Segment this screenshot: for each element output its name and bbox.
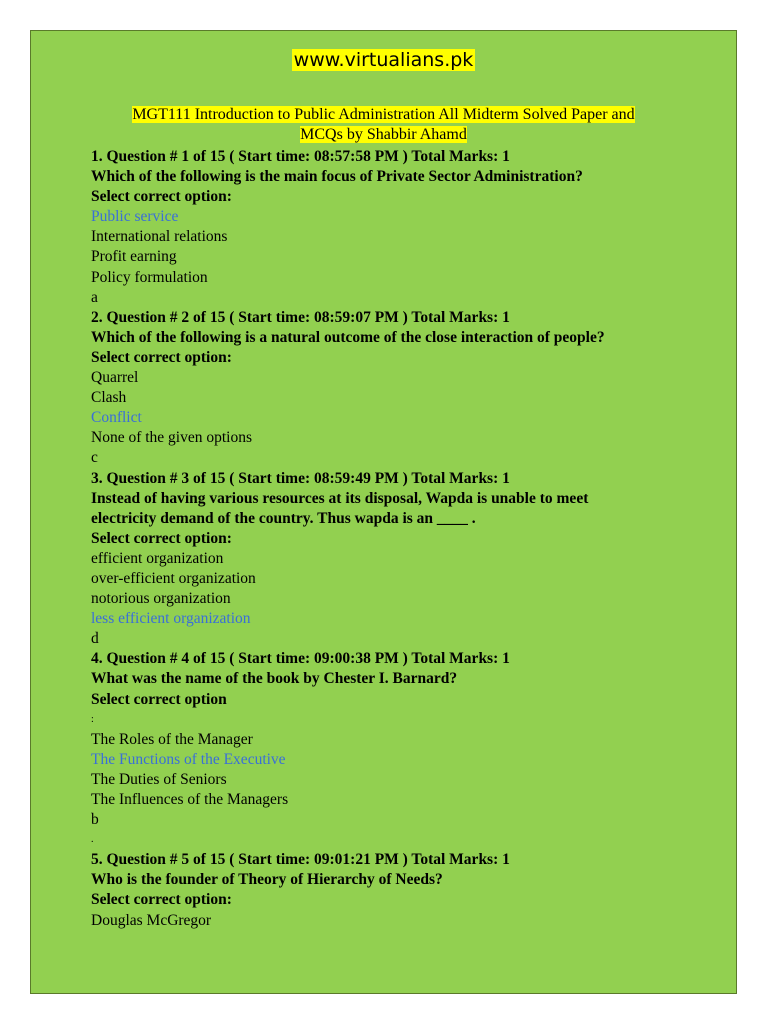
site-url: www.virtualians.pk: [293, 49, 474, 71]
question-2-option-b: Clash: [91, 389, 127, 407]
question-1-option-b: International relations: [91, 228, 228, 246]
question-1-option-a-correct: Public service: [91, 208, 179, 226]
question-3-option-d-correct: less efficient organization: [91, 610, 251, 628]
question-4-text: What was the name of the book by Chester I. Barnard?: [91, 670, 458, 688]
question-2-header: 2. Question # 2 of 15 ( Start time: 08:59:07 PM ) Total Marks: 1: [91, 308, 510, 326]
question-2-option-a: Quarrel: [91, 369, 139, 387]
question-1-text: Which of the following is the main focus of Private Sector Administration?: [91, 168, 583, 186]
question-1-prompt: Select correct option:: [91, 188, 232, 206]
question-1-header: 1. Question # 1 of 15 ( Start time: 08:57:58 PM ) Total Marks: 1: [91, 148, 510, 165]
site-url-banner: [31, 49, 736, 71]
question-2-answer: c: [91, 449, 98, 467]
question-4-option-d: The Influences of the Managers: [91, 791, 289, 808]
question-2-prompt: Select correct option:: [91, 348, 232, 366]
question-3-option-a: efficient organization: [91, 549, 224, 567]
question-2-option-c-correct: Conflict: [91, 409, 142, 427]
question-5-option-a: Douglas McGregor: [91, 911, 212, 929]
question-2-text: Which of the following is a natural outcome of the close interaction of people?: [91, 328, 605, 346]
question-3-header: 3. Question # 3 of 15 ( Start time: 08:59:49 PM ) Total Marks: 1: [91, 469, 510, 487]
question-3-answer: d: [91, 630, 99, 648]
question-3-text-line-1: Instead of having various resources at its disposal, Wapda is unable to meet: [91, 489, 589, 507]
question-4-answer: b: [91, 811, 99, 829]
question-1-option-d: Policy formulation: [91, 268, 208, 286]
question-4-option-c: The Duties of Seniors: [91, 770, 227, 788]
question-4-prompt: Select correct option: [91, 690, 227, 708]
document-title: [31, 105, 736, 145]
question-4-header: 4. Question # 4 of 15 ( Start time: 09:00:38 PM ) Total Marks: 1: [91, 650, 510, 668]
question-4-colon: :: [91, 713, 94, 725]
question-1-answer: a: [91, 288, 98, 306]
title-line-2: MCQs by Shabbir Ahamd: [300, 126, 467, 143]
document-page: [30, 30, 737, 994]
question-3-text-line-2: electricity demand of the country. Thus wapda is an ____ .: [91, 509, 476, 527]
question-5-header: 5. Question # 5 of 15 ( Start time: 09:01:21 PM ) Total Marks: 1: [91, 851, 510, 869]
question-3-prompt: Select correct option:: [91, 529, 232, 547]
questions-list: [91, 147, 711, 931]
question-4-option-a: The Roles of the Manager: [91, 730, 253, 748]
title-line-1: MGT111 Introduction to Public Administration All Midterm Solved Paper and: [132, 106, 635, 123]
question-3-option-c: notorious organization: [91, 590, 231, 608]
question-5-text: Who is the founder of Theory of Hierarchy of Needs?: [91, 871, 443, 889]
question-5-prompt: Select correct option:: [91, 891, 232, 909]
question-4-trailing-mark: .: [91, 834, 94, 846]
question-1-option-c: Profit earning: [91, 248, 177, 266]
question-2-option-d: None of the given options: [91, 429, 253, 447]
question-3-option-b: over-efficient organization: [91, 569, 256, 587]
question-4-option-b-correct: The Functions of the Executive: [91, 750, 286, 768]
